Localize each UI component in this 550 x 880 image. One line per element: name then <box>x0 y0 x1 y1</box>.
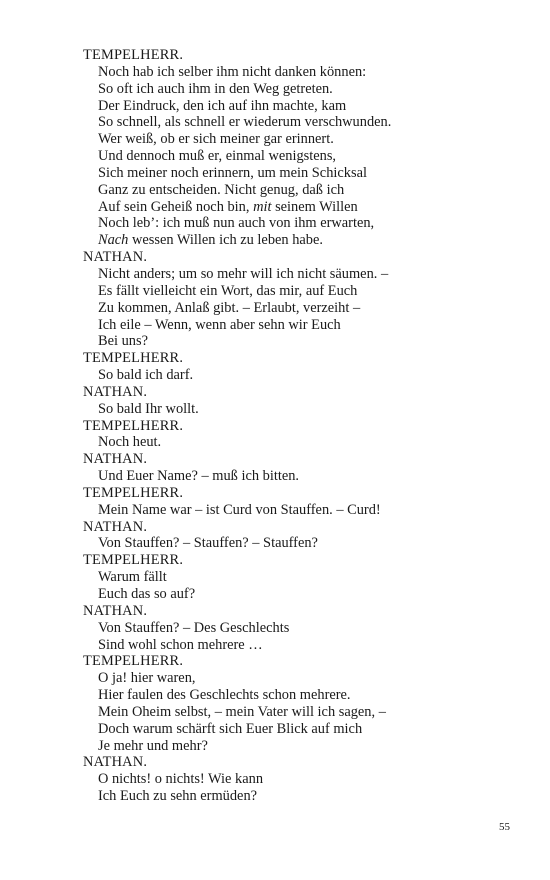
verse-line: O ja! hier waren, <box>98 670 196 687</box>
speech-block <box>83 653 523 754</box>
verse-line: Sind wohl schon mehrere … <box>98 636 263 653</box>
speaker-name: TEMPELHERR. <box>83 653 184 670</box>
verse-line: Wer weiß, ob er sich meiner gar erinnert. <box>98 131 334 148</box>
speech-block <box>83 47 523 249</box>
verse-line: Nicht anders; um so mehr will ich nicht säumen. – <box>98 265 389 282</box>
speaker-name: NATHAN. <box>83 754 148 771</box>
verse-line: Doch warum schärft sich Euer Blick auf mich <box>98 720 363 737</box>
verse-line: Mein Oheim selbst, – mein Vater will ich sagen, – <box>98 703 386 720</box>
speaker-name: NATHAN. <box>83 451 148 468</box>
speaker-name: NATHAN. <box>83 602 148 619</box>
verse-line: Euch das so auf? <box>98 586 196 602</box>
speech-block <box>83 552 523 603</box>
verse-line: Noch hab ich selber ihm nicht danken können: <box>98 63 367 80</box>
page-number: 55 <box>499 821 510 833</box>
speech-block <box>83 603 523 654</box>
verse-line: So bald ich darf. <box>98 367 194 384</box>
speaker-name: NATHAN. <box>83 249 148 266</box>
verse-line: Mein Name war – ist Curd von Stauffen. – Curd! <box>98 501 381 518</box>
speech-block <box>83 519 523 553</box>
speech-block <box>83 350 523 384</box>
speech-block <box>83 249 523 350</box>
verse-line: Noch heut. <box>98 434 162 451</box>
speech-block <box>83 754 523 805</box>
verse-line: Ganz zu entscheiden. Nicht genug, daß ich <box>98 181 345 198</box>
emphasized-word: mit <box>253 198 272 215</box>
verse-line: So bald Ihr wollt. <box>98 400 199 417</box>
verse-line: Je mehr und mehr? <box>98 737 208 754</box>
verse-line: Der Eindruck, den ich auf ihn machte, kam <box>98 97 347 114</box>
verse-line: Ich eile – Wenn, wenn aber sehn wir Euch <box>98 316 341 333</box>
speaker-name: NATHAN. <box>83 383 148 400</box>
verse-line: Und dennoch muß er, einmal wenigstens, <box>98 148 337 165</box>
verse-line: Bei uns? <box>98 333 148 350</box>
drama-text <box>83 47 523 805</box>
verse-text: Auf sein Geheiß noch bin, <box>98 198 254 215</box>
speaker-name: TEMPELHERR. <box>83 417 184 434</box>
verse-line: Warum fällt <box>98 569 167 586</box>
speech-block <box>83 418 523 452</box>
verse-text: seinem Willen <box>271 198 358 215</box>
verse-line: So schnell, als schnell er wiederum verschwunden. <box>98 114 392 131</box>
verse-line: O nichts! o nichts! Wie kann <box>98 771 264 788</box>
speech-block <box>83 384 523 418</box>
speaker-name: TEMPELHERR. <box>83 350 184 367</box>
speech-block <box>83 485 523 519</box>
verse-line: Zu kommen, Anlaß gibt. – Erlaubt, verzeiht – <box>98 299 361 316</box>
verse-line: Es fällt vielleicht ein Wort, das mir, auf Euch <box>98 282 358 299</box>
verse-line: Hier faulen des Geschlechts schon mehrere. <box>98 687 351 704</box>
speech-block <box>83 451 523 485</box>
speaker-name: NATHAN. <box>83 518 148 535</box>
verse-text: wessen Willen ich zu leben habe. <box>128 232 323 249</box>
verse-line: So oft ich auch ihm in den Weg getreten. <box>98 80 333 97</box>
verse-line: Von Stauffen? – Des Geschlechts <box>98 619 290 636</box>
emphasized-word: Nach <box>98 232 129 249</box>
speaker-name: TEMPELHERR. <box>83 47 184 63</box>
verse-line: Ich Euch zu sehn ermüden? <box>98 788 258 805</box>
speaker-name: TEMPELHERR. <box>83 552 184 569</box>
speaker-name: TEMPELHERR. <box>83 484 184 501</box>
verse-line: Noch leb’: ich muß nun auch von ihm erwarten, <box>98 215 375 232</box>
verse-line-with-emphasis <box>83 199 523 216</box>
verse-line: Und Euer Name? – muß ich bitten. <box>98 468 300 485</box>
verse-line: Sich meiner noch erinnern, um mein Schicksal <box>98 164 367 181</box>
verse-line: Von Stauffen? – Stauffen? – Stauffen? <box>98 535 318 552</box>
verse-line-with-emphasis <box>83 232 523 249</box>
